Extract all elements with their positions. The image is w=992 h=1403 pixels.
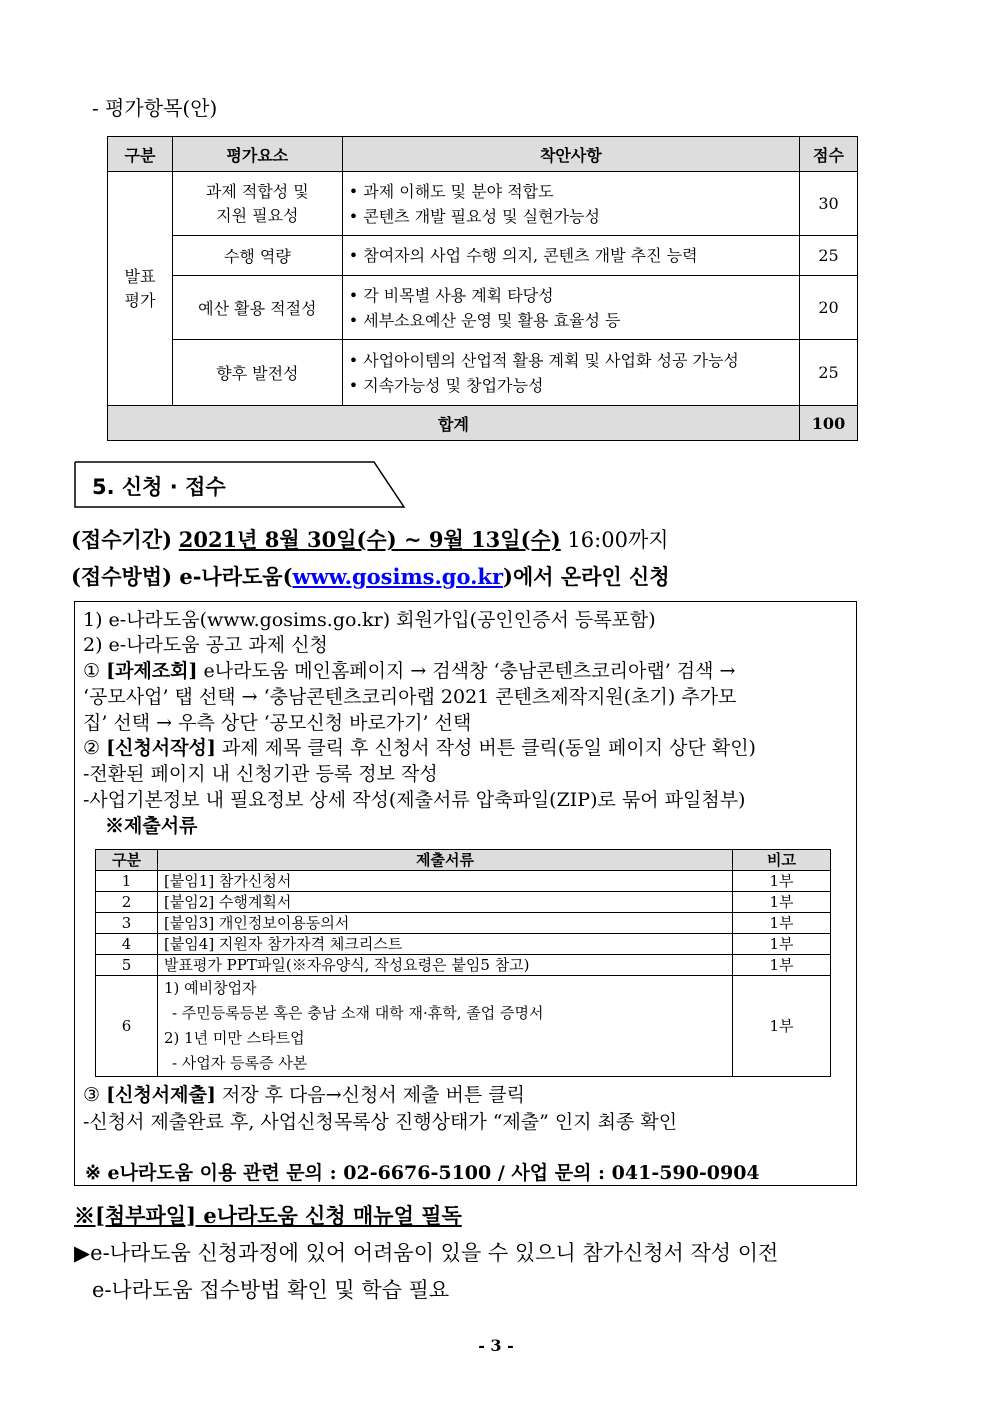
method-suffix: )에서 온라인 신청 [503, 564, 670, 589]
table-row [108, 236, 858, 276]
procedure-line: 2) e-나라도움 공고 과제 신청 [83, 634, 328, 656]
eval-heading: - 평가항목(안) [92, 96, 218, 120]
doc-note: 1부 [733, 934, 831, 955]
procedure-line: -전환된 페이지 내 신청기관 등록 정보 작성 [83, 763, 438, 785]
step-number: ① [83, 660, 101, 682]
doc-name [157, 976, 732, 1077]
doc-name: [붙임4] 지원자 참가자격 체크리스트 [157, 934, 732, 955]
element-cell: 수행 역량 [172, 236, 342, 276]
doc-name: [붙임2] 수행계획서 [157, 892, 732, 913]
table-row [108, 276, 858, 340]
evaluation-table [107, 136, 858, 441]
group-cell: 발표 평가 [108, 172, 173, 406]
documents-table [95, 849, 831, 1077]
doc-note: 1부 [733, 955, 831, 976]
score-cell: 20 [800, 276, 858, 340]
table-row [108, 172, 858, 236]
doc-note: 1부 [733, 913, 831, 934]
doc-no: 3 [96, 913, 158, 934]
procedure-box [74, 601, 857, 1186]
procedure-line: -신청서 제출완료 후, 사업신청목록상 진행상태가 “제출” 인지 최종 확인 [83, 1111, 678, 1133]
total-label: 합계 [108, 406, 800, 441]
section-title: 5. 신청 · 접수 [92, 475, 226, 499]
header-cell: 구분 [96, 850, 158, 871]
doc-no: 5 [96, 955, 158, 976]
step-text: 과제 제목 클릭 후 신청서 작성 버튼 클릭(동일 페이지 상단 확인) [215, 737, 756, 759]
table-row [96, 913, 831, 934]
table-row [108, 340, 858, 406]
header-cell: 착안사항 [342, 137, 799, 172]
point-item: • 과제 이해도 및 분야 적합도 [349, 179, 793, 204]
score-cell: 30 [800, 172, 858, 236]
period-label: (접수기간) [71, 527, 173, 552]
period-time: 16:00까지 [567, 528, 669, 552]
doc-note: 1부 [733, 892, 831, 913]
doc-name: 발표평가 PPT파일(※자유양식, 작성요령은 붙임5 참고) [157, 955, 732, 976]
total-row [108, 406, 858, 441]
contact-line: ※ e나라도움 이용 관련 문의 : 02-6676-5100 / 사업 문의 : 041-590-0904 [85, 1162, 760, 1184]
element-cell: 향후 발전성 [172, 340, 342, 406]
method-line [71, 561, 670, 591]
procedure-line: 집’ 선택 → 우측 상단 ‘공모신청 바로가기’ 선택 [83, 712, 472, 734]
step-label: [신청서작성] [106, 737, 216, 759]
total-score: 100 [800, 406, 858, 441]
procedure-line: 1) e-나라도움(www.gosims.go.kr) 회원가입(공인인증서 등록포함) [83, 609, 656, 631]
doc-no: 4 [96, 934, 158, 955]
score-cell: 25 [800, 236, 858, 276]
point-item: • 지속가능성 및 창업가능성 [349, 373, 793, 398]
points-cell [342, 236, 799, 276]
period-date: 2021년 8월 30일(수) ~ 9월 13일(수) [178, 527, 561, 552]
step2-line [83, 733, 756, 760]
step-label: [신청서제출] [106, 1084, 216, 1106]
doc-name: [붙임3] 개인정보이용동의서 [157, 913, 732, 934]
doc-no: 1 [96, 871, 158, 892]
procedure-line: -사업기본정보 내 필요정보 상세 작성(제출서류 압축파일(ZIP)로 묶어 파일첨부) [83, 789, 746, 811]
step-number: ③ [83, 1084, 101, 1106]
notice-line: ▶e-나라도움 신청과정에 있어 어려움이 있을 수 있으니 참가신청서 작성 이전 [74, 1241, 779, 1265]
page-number: - 3 - [478, 1336, 514, 1355]
step-text: 저장 후 다음→신청서 제출 버튼 클릭 [215, 1084, 525, 1106]
header-cell: 비고 [733, 850, 831, 871]
doc-no: 2 [96, 892, 158, 913]
doc-name: [붙임1] 참가신청서 [157, 871, 732, 892]
point-item: • 세부소요예산 운영 및 활용 효율성 등 [349, 308, 793, 333]
procedure-line: ‘공모사업’ 탭 선택 → ‘충남콘텐츠코리아랩 2021 콘텐츠제작지원(초기) 추가모 [83, 686, 737, 708]
table-header-row [96, 850, 831, 871]
point-item: • 콘텐츠 개발 필요성 및 실현가능성 [349, 204, 793, 229]
points-cell [342, 340, 799, 406]
header-cell: 제출서류 [157, 850, 732, 871]
header-cell: 구분 [108, 137, 173, 172]
element-cell: 예산 활용 적절성 [172, 276, 342, 340]
period-line [71, 524, 669, 554]
step3-line [83, 1080, 525, 1107]
docs-title: ※제출서류 [105, 815, 198, 837]
doc-line: - 사업자 등록증 사본 [171, 1054, 308, 1072]
table-row [96, 976, 831, 1077]
table-row [96, 955, 831, 976]
table-row [96, 892, 831, 913]
step-text: e나라도움 메인홈페이지 → 검색창 ‘충남콘텐츠코리아랩’ 검색 → [197, 660, 736, 682]
doc-no: 6 [96, 976, 158, 1077]
header-cell: 평가요소 [172, 137, 342, 172]
table-header-row [108, 137, 858, 172]
doc-line: 2) 1년 미만 스타트업 [163, 1029, 305, 1047]
step-label: [과제조회] [106, 660, 198, 682]
step1-line [83, 656, 735, 683]
header-cell: 점수 [800, 137, 858, 172]
element-cell: 과제 적합성 및 지원 필요성 [172, 172, 342, 236]
point-item: • 참여자의 사업 수행 의지, 콘텐츠 개발 추진 능력 [349, 243, 793, 268]
attachment-note [74, 1200, 462, 1230]
points-cell [342, 276, 799, 340]
gosims-link[interactable]: www.gosims.go.kr [292, 564, 504, 589]
points-cell [342, 172, 799, 236]
doc-line: - 주민등록등본 혹은 충남 소재 대학 재·휴학, 졸업 증명서 [171, 1004, 544, 1022]
table-row [96, 934, 831, 955]
point-item: • 사업아이템의 산업적 활용 계획 및 사업화 성공 가능성 [349, 348, 793, 373]
doc-note: 1부 [733, 976, 831, 1077]
notice-line: e-나라도움 접수방법 확인 및 학습 필요 [92, 1278, 450, 1302]
method-label: (접수방법) [71, 564, 173, 589]
score-cell: 25 [800, 340, 858, 406]
section-heading [74, 461, 404, 507]
step-number: ② [83, 737, 101, 759]
attachment-note-text: ※[첨부파일] e나라도움 신청 매뉴얼 필독 [74, 1203, 462, 1228]
point-item: • 각 비목별 사용 계획 타당성 [349, 283, 793, 308]
doc-line: 1) 예비창업자 [163, 979, 257, 997]
doc-note: 1부 [733, 871, 831, 892]
table-row [96, 871, 831, 892]
method-prefix: e-나라도움( [179, 564, 293, 589]
